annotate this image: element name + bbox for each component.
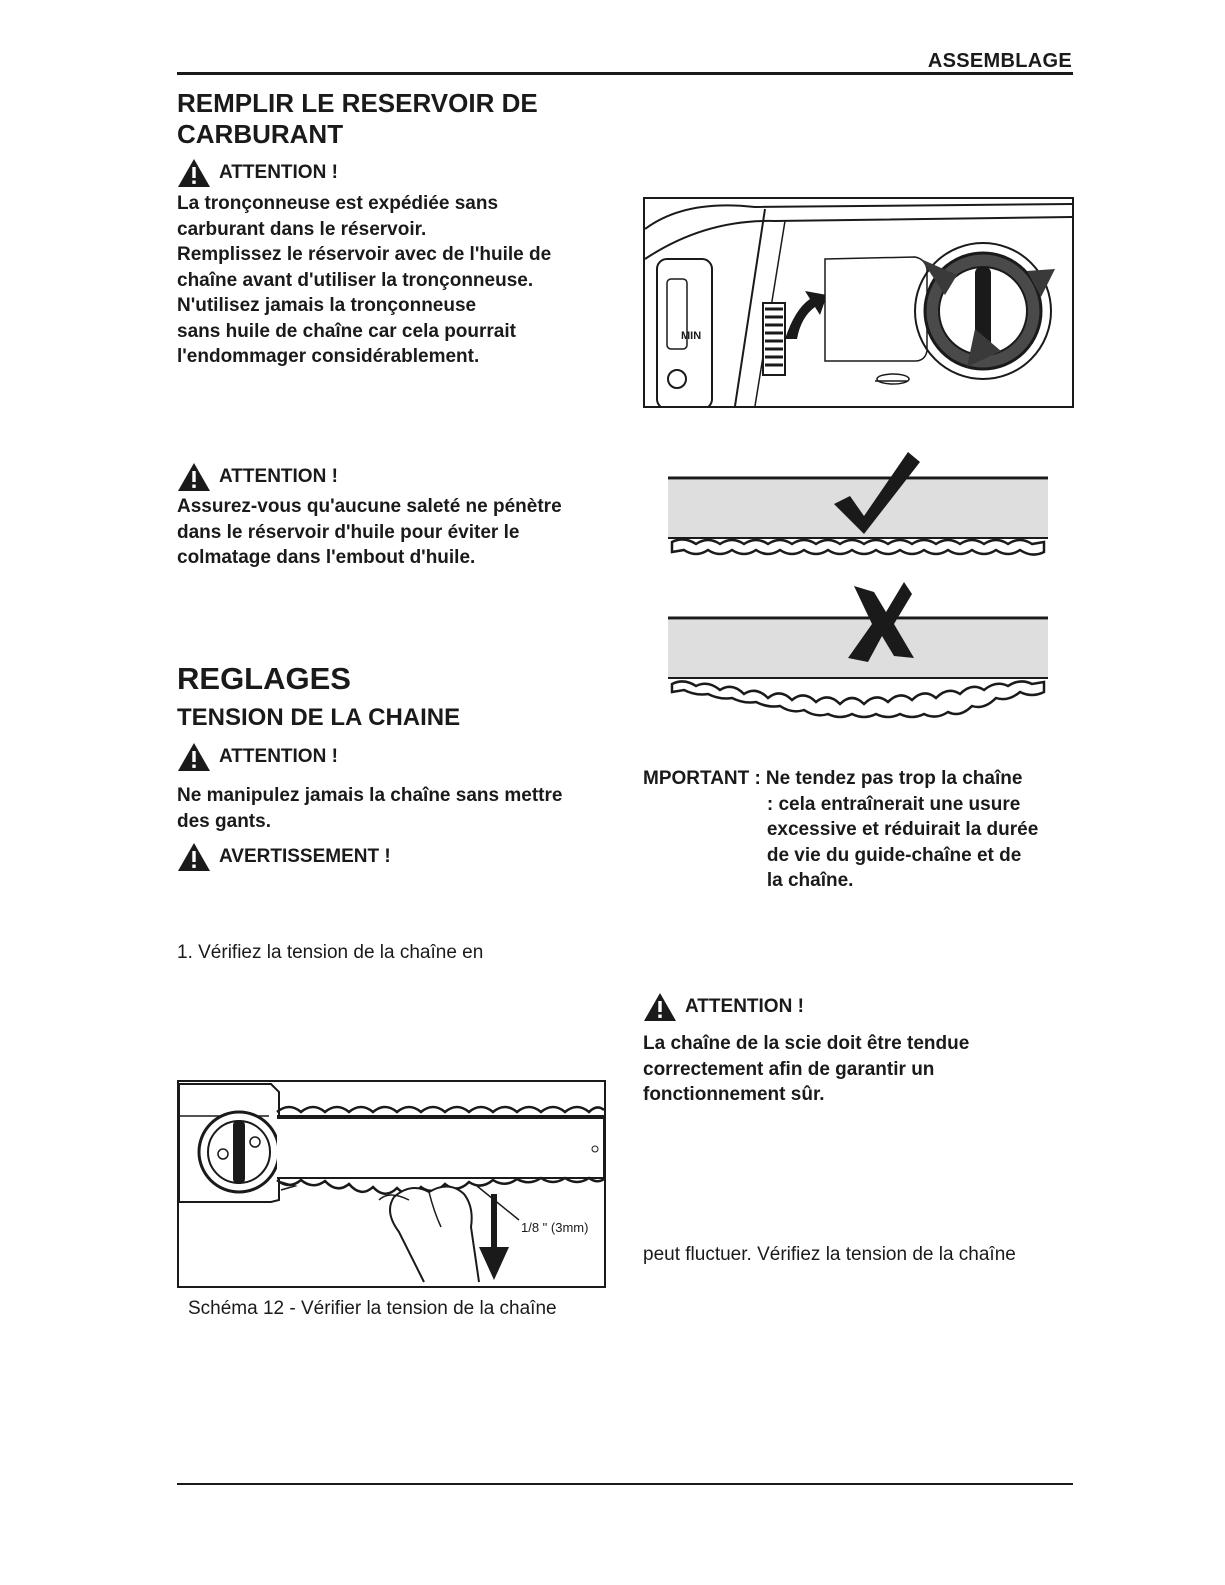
caution-label-2: ATTENTION ! <box>219 466 338 487</box>
warning-triangle-icon <box>177 842 211 872</box>
section-header: ASSEMBLAGE <box>927 50 1072 72</box>
caution-2-line: Assurez-vous qu'aucune saleté ne pénètre <box>177 496 562 517</box>
important-label: MPORTANT : <box>643 768 761 789</box>
step-1-text: 1. Vérifiez la tension de la chaîne en <box>177 942 484 963</box>
oil-tank-drawing <box>645 199 1072 406</box>
caution-1-line: l'endommager considérablement. <box>177 346 480 367</box>
caution-1-line: sans huile de chaîne car cela pourrait <box>177 320 516 342</box>
important-line: : cela entraînerait une usure <box>766 793 1021 815</box>
important-line: excessive et réduirait la durée <box>766 819 1039 840</box>
caution-2-line: colmatage dans l'embout d'huile. <box>177 547 476 568</box>
min-label: MIN <box>681 330 702 342</box>
chain-comparison-drawing <box>668 452 1048 722</box>
caution-3-line: des gants. <box>177 810 271 832</box>
fuel-title-line-1: REMPLIR LE RESERVOIR DE <box>177 88 538 118</box>
caution-4-line: correctement afin de garantir un <box>643 1058 935 1080</box>
fluctuate-text: peut fluctuer. Vérifiez la tension de la chaîne <box>643 1244 1016 1265</box>
caution-heading-2 <box>177 462 338 492</box>
figure-12-drawing <box>179 1082 604 1286</box>
caution-heading-4 <box>643 992 804 1022</box>
footer-rule <box>177 1483 1073 1485</box>
important-line: Ne tendez pas trop la chaîne <box>765 768 1023 789</box>
caution-3-line: Ne manipulez jamais la chaîne sans mettre <box>177 785 563 806</box>
caution-text-1 <box>177 191 551 370</box>
important-line: la chaîne. <box>766 870 854 891</box>
caution-label-4: ATTENTION ! <box>685 996 804 1017</box>
caution-1-line: La tronçonneuse est expédiée sans <box>177 193 499 214</box>
important-note <box>643 766 1038 894</box>
fuel-title-line-2: CARBURANT <box>177 119 344 149</box>
caution-2-line: dans le réservoir d'huile pour éviter le <box>177 521 520 543</box>
adjust-title: REGLAGES <box>177 661 351 696</box>
header-rule <box>177 72 1073 75</box>
warning-triangle-icon <box>177 742 211 772</box>
measure-label: 1/8 " (3mm) <box>521 1220 589 1235</box>
caution-1-line: Remplissez le réservoir avec de l'huile de <box>177 244 552 265</box>
caution-1-line: chaîne avant d'utiliser la tronçonneuse. <box>177 269 534 291</box>
caution-heading-3 <box>177 742 338 772</box>
important-line: de vie du guide-chaîne et de <box>766 844 1022 866</box>
warning-label: AVERTISSEMENT ! <box>219 846 391 867</box>
warning-heading <box>177 842 391 872</box>
figure-12-caption: Schéma 12 - Vérifier la tension de la chaîne <box>188 1298 557 1319</box>
caution-heading-1 <box>177 158 338 188</box>
fuel-title <box>177 88 538 150</box>
caution-1-line: carburant dans le réservoir. <box>177 218 427 240</box>
warning-triangle-icon <box>177 462 211 492</box>
caution-4-line: La chaîne de la scie doit être tendue <box>643 1033 970 1054</box>
warning-triangle-icon <box>177 158 211 188</box>
caution-text-3 <box>177 783 562 834</box>
warning-triangle-icon <box>643 992 677 1022</box>
adjust-subtitle: TENSION DE LA CHAINE <box>177 704 461 731</box>
figure-chain-comparison <box>668 452 1048 722</box>
caution-text-4 <box>643 1031 969 1108</box>
caution-text-2 <box>177 494 562 571</box>
figure-12-chain-tension <box>177 1080 606 1288</box>
figure-oil-tank <box>643 197 1074 408</box>
caution-label-1: ATTENTION ! <box>219 162 338 183</box>
caution-label-3: ATTENTION ! <box>219 746 338 767</box>
caution-4-line: fonctionnement sûr. <box>643 1084 825 1105</box>
caution-1-line: N'utilisez jamais la tronçonneuse <box>177 295 477 316</box>
